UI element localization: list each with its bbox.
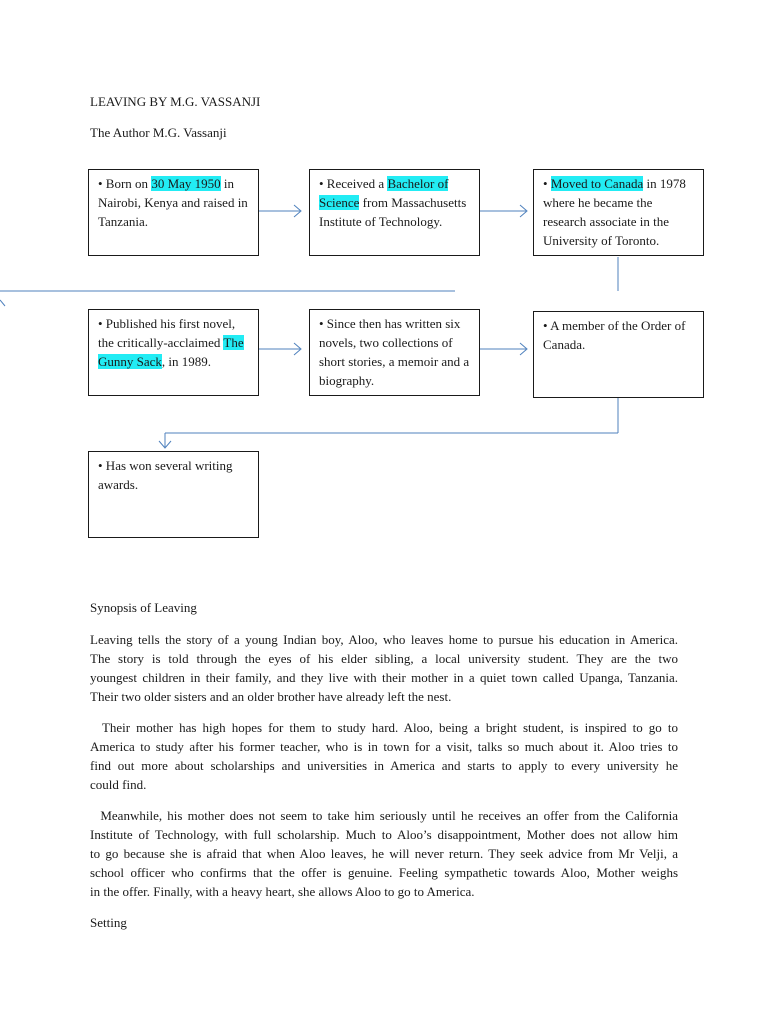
synopsis-paragraph-3	[90, 806, 678, 901]
highlight-science: Science	[319, 195, 360, 210]
flow-box-canada	[533, 169, 704, 256]
flow-box-awards	[88, 451, 259, 538]
box-text: from Massachusetts Institute of Technology.	[319, 195, 467, 229]
box-text: , in 1989.	[161, 354, 212, 369]
author-subheading: The Author M.G. Vassanji	[90, 125, 227, 140]
synopsis-paragraph-1	[90, 630, 678, 706]
paragraph-line: Meanwhile, his mother does not seem to take him seriously until he receives an offer from the California	[90, 808, 678, 823]
paragraph-line: Their mother has high hopes for them to study hard. Aloo, being a bright student, is inspired to go to	[90, 720, 678, 735]
paragraph-line: The story is told through the eyes of his elder sibling, a local university student. They are the two	[90, 651, 678, 666]
flow-box-order-of-canada	[533, 311, 704, 398]
document-title: LEAVING BY M.G. VASSANJI	[90, 94, 261, 109]
flow-box-first-novel	[88, 309, 259, 396]
synopsis-paragraph-2	[90, 718, 678, 794]
paragraph-line: youngest children in their family, and they live with their mother in a quiet town called Upanga, Tanzania.	[90, 670, 678, 685]
box-text: • A member of the Order of Canada.	[543, 318, 686, 352]
highlight-moved-canada: Moved to Canada	[550, 176, 644, 191]
box-text: • Has won several writing awards.	[98, 458, 233, 492]
paragraph-line: Leaving tells the story of a young Indian boy, Aloo, who leaves home to pursue his education in America.	[90, 632, 678, 647]
highlight-bachelor: Bachelor of	[387, 176, 449, 191]
paragraph-line: Institute of Technology, with full scholarship. Much to Aloo’s disappointment, Mother does not allow him	[90, 827, 678, 842]
paragraph-line: to go because she is afraid that when Aloo leaves, he will never return. They seek advice from Mr Velji, a	[90, 846, 678, 861]
paragraph-line: in the offer. Finally, with a heavy heart, she allows Aloo to go to America.	[90, 884, 475, 899]
wrap-line-tick	[0, 300, 5, 306]
setting-heading: Setting	[90, 915, 127, 930]
flow-box-born	[88, 169, 259, 256]
box-text: Nairobi, Kenya and raised in Tanzania.	[98, 195, 248, 229]
box-text: •	[543, 176, 551, 191]
paragraph-line: school officer who confirms that the offer is genuine. Feeling sympathetic towards Aloo, Mother weighs	[90, 865, 678, 880]
paragraph-line: Their two older sisters and an older brother have already left the nest.	[90, 689, 452, 704]
box-text: • Born on	[98, 176, 152, 191]
paragraph-line: find out more about scholarships and universities in America and starts to apply to every university he	[90, 758, 678, 773]
highlight-birthdate: 30 May 1950	[151, 176, 221, 191]
box-text: • Since then has written six novels, two collections of short stories, a memoir and a biography.	[319, 316, 470, 388]
flow-box-works	[309, 309, 480, 396]
box-text: in	[220, 176, 235, 191]
box-text: in 1978 where he became the research associate in the University of Toronto.	[543, 176, 686, 248]
flow-box-degree	[309, 169, 480, 256]
paragraph-line: could find.	[90, 777, 147, 792]
synopsis-heading: Synopsis of Leaving	[90, 600, 197, 615]
paragraph-line: America to study after his former teacher, who is in town for a visit, talks so much about it. Aloo tries to	[90, 739, 678, 754]
box-text: • Published his first novel, the critically-acclaimed	[98, 316, 236, 350]
highlight-gunny-sack: The Gunny Sack	[98, 335, 244, 369]
box-text: • Received a	[319, 176, 388, 191]
